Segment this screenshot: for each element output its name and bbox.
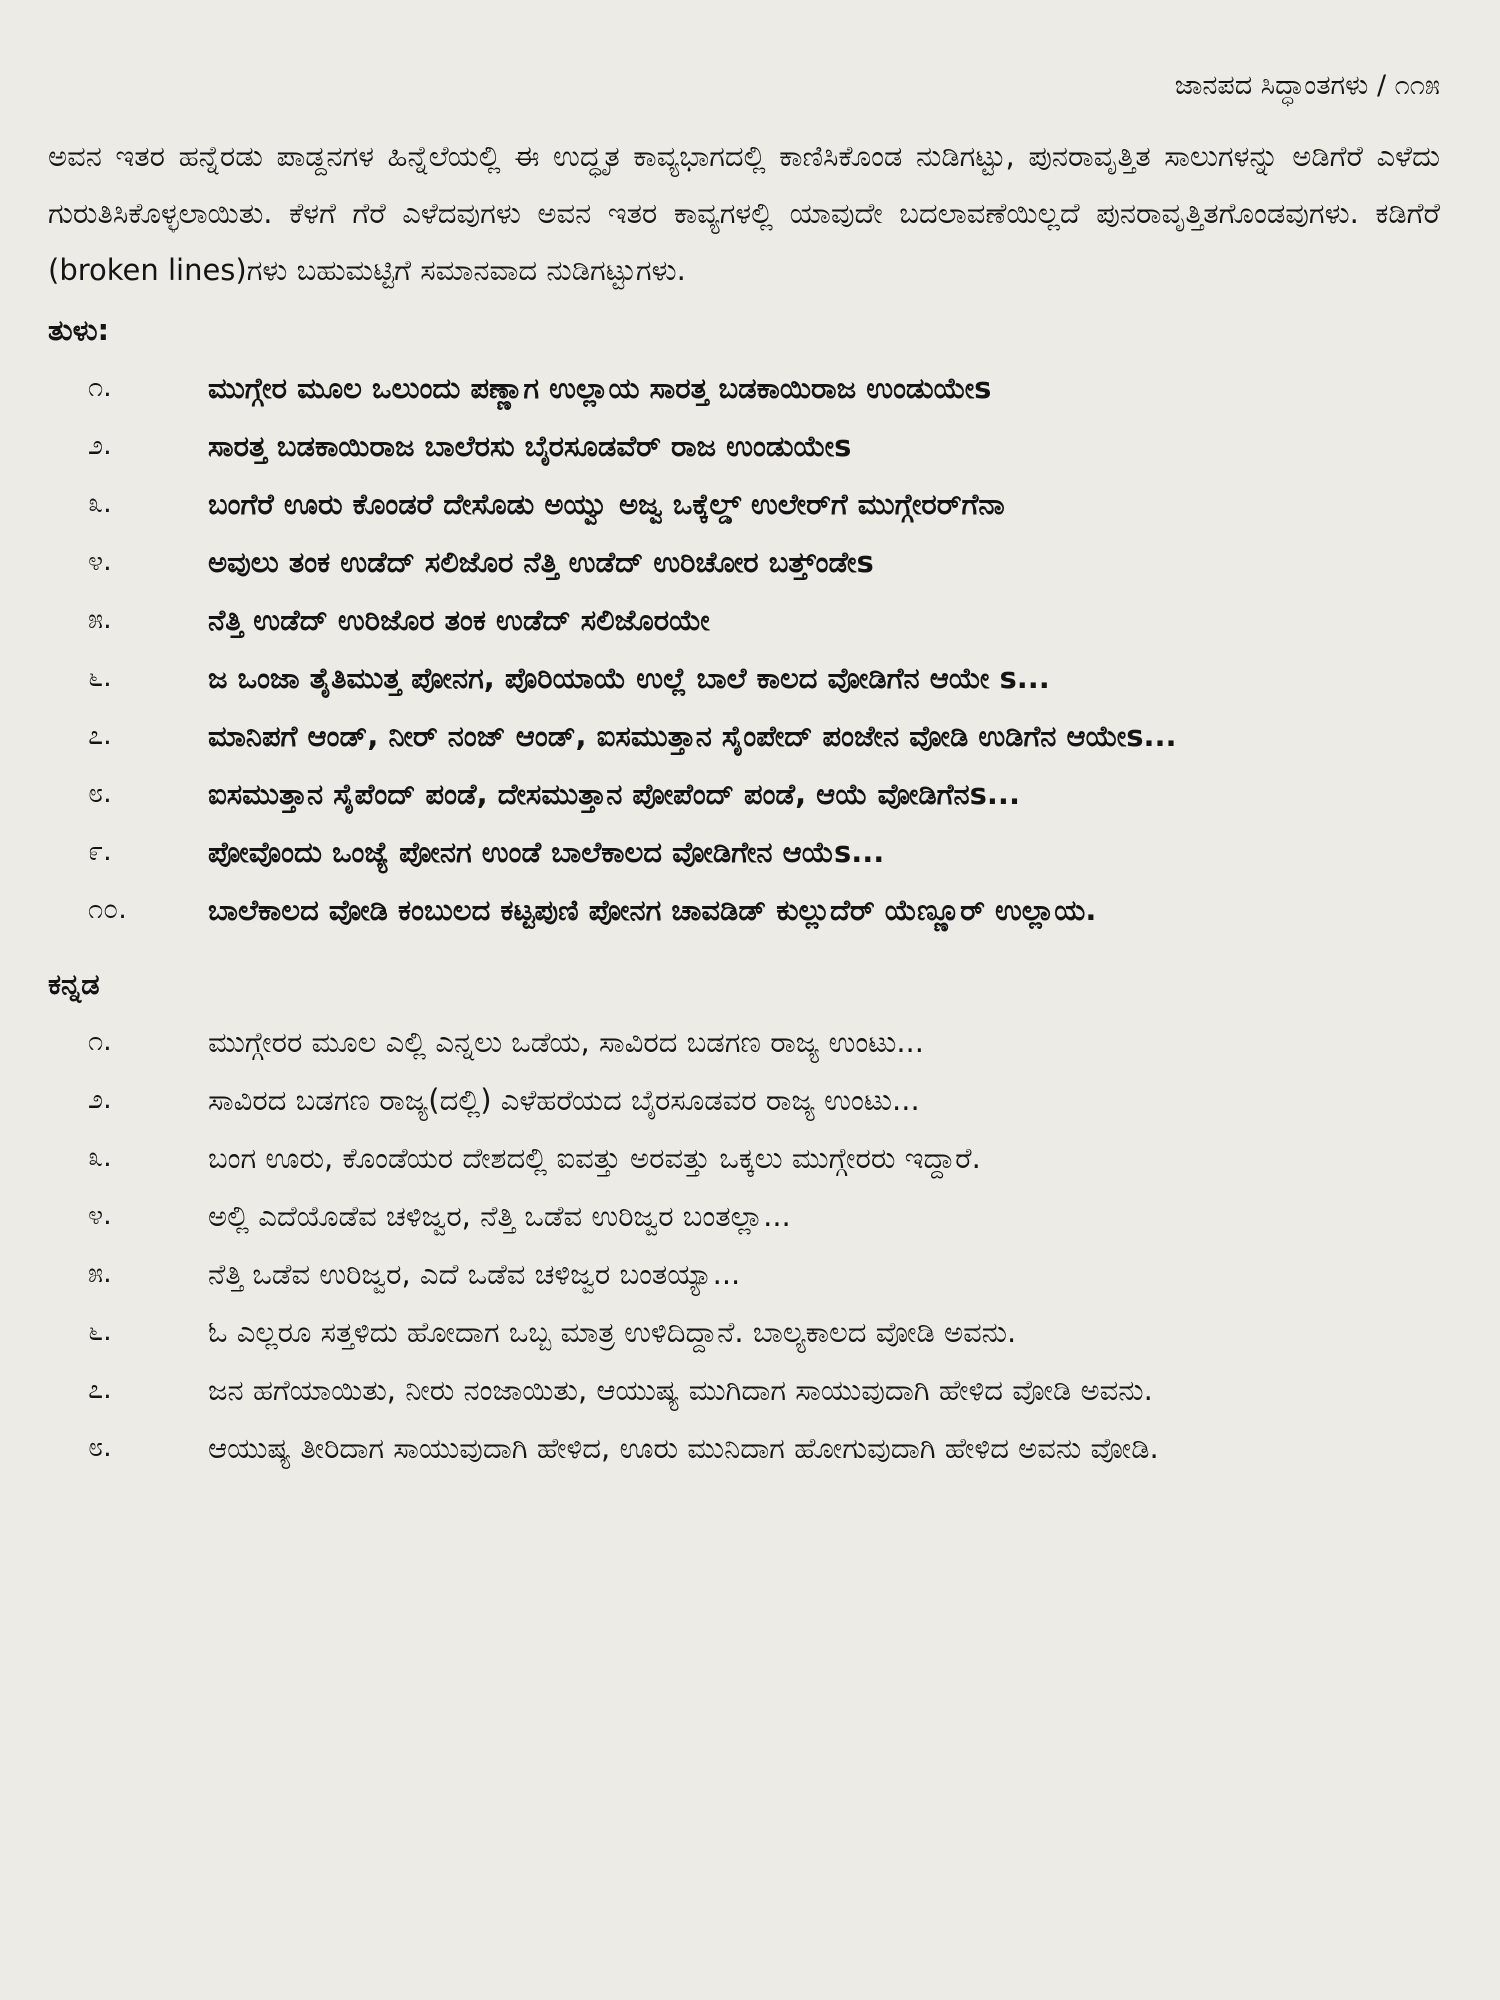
kannada-verse-5 bbox=[48, 1245, 1440, 1303]
tulu-verse-8 bbox=[48, 765, 1440, 823]
verse-text: ಪೋವೊಂದು ಒಂಜ್ಯೆ ಪೋನಗ ಉಂಡೆ ಬಾಲೆಕಾಲದ ವೋಡಿಗೇನ ಆಯೆs... bbox=[208, 835, 885, 869]
verse-number: ೯. bbox=[88, 836, 112, 867]
tulu-verse-5 bbox=[48, 591, 1440, 649]
verse-number: ೧. bbox=[88, 1026, 112, 1057]
verse-number: ೨. bbox=[88, 430, 112, 461]
verse-text: ನೆತ್ತಿ ಉಡೆದ್ ಉರಿಜೊರ ತಂಕ ಉಡೆದ್ ಸಲಿಜೊರಯೇ bbox=[208, 603, 710, 637]
verse-number: ೬. bbox=[88, 662, 112, 693]
verse-text: ಆಯುಷ್ಯ ತೀರಿದಾಗ ಸಾಯುವುದಾಗಿ ಹೇಳಿದ, ಊರು ಮುನಿದಾಗ ಹೋಗುವುದಾಗಿ ಹೇಳಿದ ಅವನು ವೋಡಿ. bbox=[208, 1431, 1159, 1465]
verse-text: ಓ ಎಲ್ಲರೂ ಸತ್ತಳಿದು ಹೋದಾಗ ಒಬ್ಬ ಮಾತ್ರ ಉಳಿದಿದ್ದಾನೆ. ಬಾಲ್ಯಕಾಲದ ವೋಡಿ ಅವನು. bbox=[208, 1315, 1017, 1349]
intro-paragraph: ಅವನ ಇತರ ಹನ್ನೆರಡು ಪಾಡ್ದನಗಳ ಹಿನ್ನೆಲೆಯಲ್ಲಿ ಈ ಉದ್ಧೃತ ಕಾವ್ಯಭಾಗದಲ್ಲಿ ಕಾಣಿಸಿಕೊಂಡ ನುಡಿಗಟ್ಟು, ಪುನರಾವೃತ್ತಿತ ಸಾಲುಗಳನ್ನು ಅಡಿಗೆರೆ ಎಳೆದು ಗುರುತಿಸಿಕೊಳ್ಳಲಾಯಿತು. ಕೆಳಗೆ ಗೆರೆ ಎಳೆದವುಗಳು ಅವನ ಇತರ ಕಾವ್ಯಗಳಲ್ಲಿ ಯಾವುದೇ ಬದಲಾವಣೆಯಿಲ್ಲದೆ ಪುನರಾವೃತ್ತಿತಗೊಂಡವುಗಳು. ಕಡಿಗೆರೆ (broken lines)ಗಳು ಬಹುಮಟ್ಟಿಗೆ ಸಮಾನವಾದ ನುಡಿಗಟ್ಟುಗಳು. bbox=[48, 139, 1440, 287]
kannada-verse-2 bbox=[48, 1071, 1440, 1129]
verse-number: ೮. bbox=[88, 778, 112, 809]
tulu-verse-2 bbox=[48, 417, 1440, 475]
tulu-section bbox=[48, 305, 1440, 939]
verse-text: ಮುಗ್ಗೇರರ ಮೂಲ ಎಲ್ಲಿ ಎನ್ನಲು ಒಡೆಯ, ಸಾವಿರದ ಬಡಗಣ ರಾಜ್ಯ ಉಂಟು... bbox=[208, 1025, 924, 1059]
section-gap bbox=[48, 939, 1440, 953]
verse-text: ಬಂಗೆರೆ ಊರು ಕೊಂಡರೆ ದೇಸೊಡು ಅಯ್ವು ಅಜ್ವ ಒಕ್ಕೆಲ್ಡ್ ಉಲೇರ್‌ಗೆ ಮುಗ್ಗೇರರ್‌ಗೆನಾ bbox=[208, 487, 1005, 521]
tulu-verse-1 bbox=[48, 359, 1440, 417]
verse-number: ೪. bbox=[88, 546, 112, 577]
verse-text: ಸಾವಿರದ ಬಡಗಣ ರಾಜ್ಯ(ದಲ್ಲಿ) ಎಳೆಹರೆಯದ ಬೈರಸೂಡವರ ರಾಜ್ಯ ಉಂಟು... bbox=[208, 1083, 920, 1117]
verse-text: ಜ ಒಂಜಾ ತೈತಿಮುತ್ತ ಪೋನಗ, ಪೊರಿಯಾಯೆ ಉಲ್ಲೆ ಬಾಲೆ ಕಾಲದ ವೋಡಿಗೆನ ಆಯೇ s... bbox=[208, 661, 1050, 695]
verse-number: ೭. bbox=[88, 720, 112, 751]
verse-number: ೭. bbox=[88, 1374, 112, 1405]
verse-number: ೨. bbox=[88, 1084, 112, 1115]
running-header: ಜಾನಪದ ಸಿದ್ಧಾಂತಗಳು / ೧೧೫ bbox=[1174, 70, 1440, 101]
tulu-verse-10 bbox=[48, 881, 1440, 939]
tulu-heading: ತುಳು: bbox=[48, 313, 110, 347]
kannada-verse-6 bbox=[48, 1303, 1440, 1361]
verse-text: ಬಾಲೆಕಾಲದ ವೋಡಿ ಕಂಬುಲದ ಕಟ್ಟಪುಣಿ ಪೋನಗ ಚಾವಡಿಡ್ ಕುಲ್ಲುದೆರ್ ಯೆಣ್ಣೂರ್ ಉಲ್ಲಾಯ. bbox=[208, 893, 1097, 927]
kannada-verse-8 bbox=[48, 1419, 1440, 1477]
verse-text: ನೆತ್ತಿ ಒಡೆವ ಉರಿಜ್ವರ, ಎದೆ ಒಡೆವ ಚಳಿಜ್ವರ ಬಂತಯ್ಯಾ... bbox=[208, 1257, 741, 1291]
verse-text: ಮುಗ್ಗೇರ ಮೂಲ ಒಲುಂದು ಪಣ್ಣಾಗ ಉಲ್ಲಾಯ ಸಾರತ್ತ ಬಡಕಾಯಿರಾಜ ಉಂಡುಯೇs bbox=[208, 371, 992, 405]
tulu-verse-4 bbox=[48, 533, 1440, 591]
verse-number: ೫. bbox=[88, 604, 112, 635]
verse-number: ೪. bbox=[88, 1200, 112, 1231]
kannada-heading: ಕನ್ನಡ bbox=[48, 967, 100, 1001]
verse-number: ೮. bbox=[88, 1432, 112, 1463]
verse-text: ಮಾನಿಪಗೆ ಆಂಡ್, ನೀರ್ ನಂಜ್ ಆಂಡ್, ಐಸಮುತ್ತಾನ ಸೈಂಪೇದ್ ಪಂಜೇನ ವೋಡಿ ಉಡಿಗೆನ ಆಯೇs... bbox=[208, 719, 1177, 753]
tulu-verse-9 bbox=[48, 823, 1440, 881]
verse-text: ಬಂಗ ಊರು, ಕೊಂಡೆಯರ ದೇಶದಲ್ಲಿ ಐವತ್ತು ಅರವತ್ತು ಒಕ್ಕಲು ಮುಗ್ಗೇರರು ಇದ್ದಾರೆ. bbox=[208, 1141, 981, 1175]
verse-text: ಅವುಲು ತಂಕ ಉಡೆದ್ ಸಲಿಜೊರ ನೆತ್ತಿ ಉಡೆದ್ ಉರಿಚೋರ ಬತ್ತ್ಂಡೇs bbox=[208, 545, 874, 579]
kannada-verse-4 bbox=[48, 1187, 1440, 1245]
kannada-verse-1 bbox=[48, 1013, 1440, 1071]
tulu-verse-3 bbox=[48, 475, 1440, 533]
kannada-verse-7 bbox=[48, 1361, 1440, 1419]
kannada-verse-list bbox=[48, 1013, 1440, 1477]
verse-text: ಐಸಮುತ್ತಾನ ಸೈಪೆಂದ್ ಪಂಡೆ, ದೇಸಮುತ್ತಾನ ಪೋಪೆಂದ್ ಪಂಡೆ, ಆಯೆ ವೋಡಿಗೆನs... bbox=[208, 777, 1020, 811]
kannada-verse-3 bbox=[48, 1129, 1440, 1187]
verse-text: ಸಾರತ್ತ ಬಡಕಾಯಿರಾಜ ಬಾಲೆರಸು ಬೈರಸೂಡವೆರ್ ರಾಜ ಉಂಡುಯೇs bbox=[208, 429, 852, 463]
verse-number: ೩. bbox=[88, 488, 112, 519]
tulu-verse-6 bbox=[48, 649, 1440, 707]
verse-text: ಅಲ್ಲಿ ಎದೆಯೊಡೆವ ಚಳಿಜ್ವರ, ನೆತ್ತಿ ಒಡೆವ ಉರಿಜ್ವರ ಬಂತಲ್ಲಾ... bbox=[208, 1199, 791, 1233]
verse-number: ೩. bbox=[88, 1142, 112, 1173]
verse-number: ೬. bbox=[88, 1316, 112, 1347]
verse-number: ೧೦. bbox=[88, 894, 127, 925]
verse-text: ಜನ ಹಗೆಯಾಯಿತು, ನೀರು ನಂಜಾಯಿತು, ಆಯುಷ್ಯ ಮುಗಿದಾಗ ಸಾಯುವುದಾಗಿ ಹೇಳಿದ ವೋಡಿ ಅವನು. bbox=[208, 1373, 1153, 1407]
verse-number: ೧. bbox=[88, 372, 112, 403]
kannada-section bbox=[48, 959, 1440, 1477]
tulu-verse-list bbox=[48, 359, 1440, 939]
verse-number: ೫. bbox=[88, 1258, 112, 1289]
tulu-verse-7 bbox=[48, 707, 1440, 765]
